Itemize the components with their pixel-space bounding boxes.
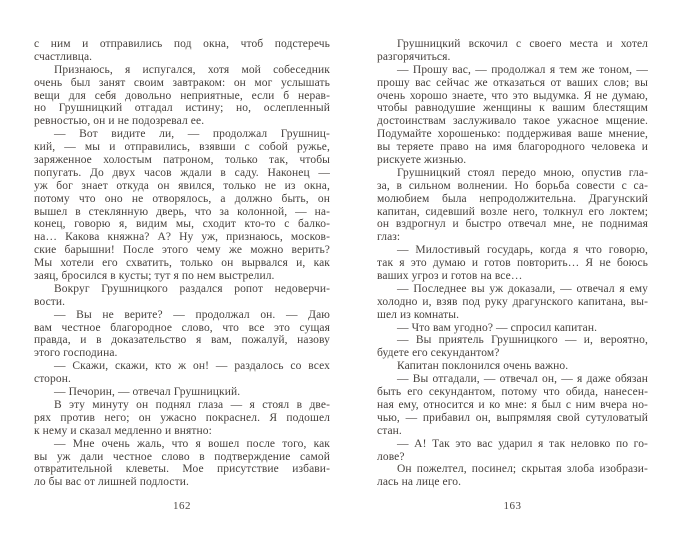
text-line: вышел в стеклянную дверь, что за колонной, — на- — [34, 205, 330, 218]
text-line: — А! Так это вас ударил я так неловко по го- — [397, 437, 648, 450]
text-line: заряженное холостым патроном, только так, чтобы — [34, 154, 330, 167]
text-line: — Последнее вы уж доказали, — отвечал я ему — [397, 282, 648, 295]
text-line: кий, — мы и отправились, взявши с собой ружье, — [34, 141, 330, 154]
text-line: на… Какова княжна? А? Ну уж, признаюсь, москов- — [34, 231, 330, 244]
text-line: Мы хотели его схватить, только он вырвался и, как — [34, 257, 330, 270]
text-line: ло бы вас от лишней подлости. — [34, 476, 189, 489]
text-line: В эту минуту он поднял глаза — я стоял в две- — [54, 398, 330, 411]
text-line: ревностью, он и не подозревал ее. — [34, 115, 205, 128]
text-line: счастливца. — [34, 50, 93, 63]
text-line: глаз: — [377, 231, 401, 244]
text-line: достоинствам заслуживало такое ужасное мщение. — [377, 115, 648, 128]
page-left-text — [34, 38, 330, 489]
text-line: Подумайте хорошенько: поддерживая ваше мнение, — [377, 128, 648, 141]
text-line: Вокруг Грушницкого раздался ропот недоверчи- — [54, 282, 330, 295]
text-line: вещи для себя довольно неприятные, если б нерав- — [34, 89, 330, 102]
text-line: капитан, сидевший возле него, толкнул его локтем; — [377, 205, 648, 218]
text-line: стан. — [377, 424, 402, 437]
text-line: этого господина. — [34, 347, 118, 360]
text-line: — Прошу вас, — продолжал я тем же тоном, — — [397, 63, 648, 76]
text-line: ваших угроз и готов на все… — [377, 270, 523, 283]
text-line: — Печорин, — отвечал Грушницкий. — [54, 386, 241, 399]
text-line: вы теряете право на имя благородного человека и — [377, 141, 648, 154]
text-line: очень был занят своим завтраком: он мог услышать — [34, 76, 330, 89]
text-line: — Вы отгадали, — отвечал он, — я даже обязан — [397, 373, 648, 386]
text-line: потому что оно не отворялось, а должно быть, он — [34, 192, 330, 205]
text-line: лове? — [377, 450, 405, 463]
text-line: Грушницкий стоял передо мною, опустив гла- — [397, 166, 648, 179]
page-right-text — [377, 38, 648, 489]
text-line: ские барышни! После этого чему же можно верить? — [34, 244, 330, 257]
text-line: уж бог знает откуда он явился, только не из окна, — [34, 179, 330, 192]
text-line: чтобы равнодушие женщины к вашим блестящим — [377, 102, 648, 115]
text-line: разгорячиться. — [377, 50, 451, 63]
text-line: очень хорошо знаете, что это выдумка. Я не думаю, — [377, 89, 648, 102]
page-number-right: 163 — [503, 500, 522, 512]
text-line: ная ему, относится и ко мне: я был с ним вчера но- — [377, 398, 648, 411]
text-line: молюбием была непродолжительна. Драгунский — [377, 192, 648, 205]
text-line: Капитан поклонился очень важно. — [397, 360, 569, 373]
text-line: вы уж дали честное слово в подтверждение самой — [34, 450, 330, 463]
text-line: шел из комнаты. — [377, 308, 460, 321]
text-line: — Скажи, скажи, кто ж он! — раздалось со всех — [54, 360, 330, 373]
text-line: вости. — [34, 295, 66, 308]
page-number-left: 162 — [173, 500, 191, 512]
text-line: отвратительной клеветы. Мое присутствие избави- — [34, 463, 330, 476]
text-line: будете его секундантом? — [377, 347, 500, 360]
text-line: попугать. До двух часов ждали в саду. Наконец — — [34, 166, 330, 179]
text-line: быть его секундантом, потому что обида, нанесен- — [377, 386, 648, 399]
page-left — [34, 38, 330, 518]
text-line: Он пожелтел, посинел; скрытая злоба изобрази- — [397, 463, 648, 476]
text-line: с ним и отправились под окна, чтоб подстеречь — [34, 38, 330, 50]
text-line: сторон. — [34, 373, 71, 386]
text-line: холодно и, взяв под руку драгунского капитана, вы- — [377, 295, 648, 308]
text-line: — Милостивый государь, когда я что говорю, — [397, 244, 648, 257]
text-line: заяц, бросился в кусты; тут я по нем выстрелил. — [34, 270, 275, 283]
text-line: — Вот видите ли, — продолжал Грушниц- — [54, 128, 330, 141]
text-line: прошу вас сейчас же отказаться от ваших слов; вы — [377, 76, 648, 89]
text-line: Признаюсь, я испугался, хотя мой собеседник — [54, 63, 330, 76]
text-line: — Мне очень жаль, что я вошел после того, как — [54, 437, 330, 450]
text-line: — Вы не верите? — продолжал он. — Даю — [54, 308, 330, 321]
text-line: он вздрогнул и быстро отвечал мне, не поднимая — [377, 218, 648, 231]
text-line: лась на лице его. — [377, 476, 462, 489]
text-line: вам честное благородное слово, что все это сущая — [34, 321, 330, 334]
text-line: но Грушницкий отгадал истину; но, ослепленный — [34, 102, 330, 115]
text-line: Грушницкий вскочил с своего места и хотел — [397, 38, 648, 50]
text-line: чью, — прибавил он, выпрямляя свой сутуловатый — [377, 411, 648, 424]
text-line: рях против него; он ужасно покраснел. Я подошел — [34, 411, 330, 424]
text-line: конец, говорю я, видим мы, сходит кто-то с балко- — [34, 218, 330, 231]
text-line: за, в сильном волнении. Но борьба совести с са- — [377, 179, 648, 192]
text-line: так я это думаю и готов повторить… Я не боюсь — [377, 257, 648, 270]
text-line: — Что вам угодно? — спросил капитан. — [397, 321, 598, 334]
text-line: — Вы приятель Грушницкого — и, вероятно, — [397, 334, 648, 347]
page-right — [377, 38, 648, 518]
text-line: к нему и сказал медленно и внятно: — [34, 424, 212, 437]
text-line: рискуете жизнью. — [377, 154, 467, 167]
text-line: правда, и в доказательство я вам, пожалуй, назову — [34, 334, 330, 347]
